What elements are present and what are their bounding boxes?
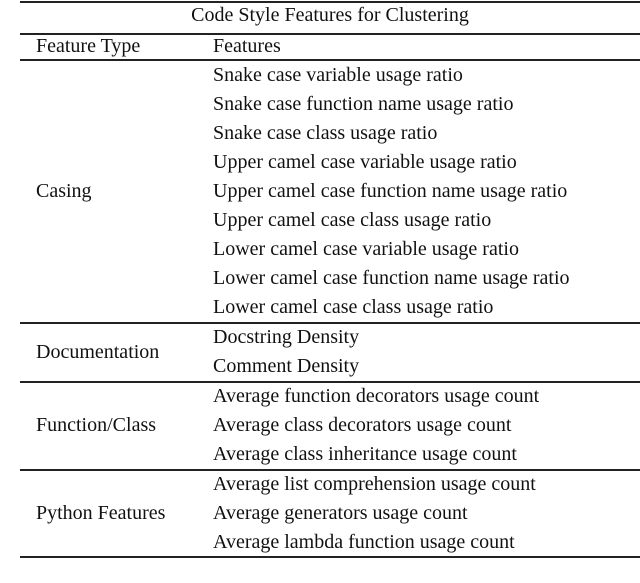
group-label: Casing [36, 180, 92, 202]
feature-cell: Docstring Density [213, 326, 360, 348]
group-rule [20, 322, 640, 324]
feature-cell: Average class decorators usage count [213, 414, 512, 436]
feature-cell: Lower camel case class usage ratio [213, 296, 494, 318]
feature-cell: Average list comprehension usage count [213, 473, 536, 495]
feature-cell: Snake case class usage ratio [213, 122, 438, 144]
feature-cell: Average function decorators usage count [213, 385, 540, 407]
feature-cell: Snake case function name usage ratio [213, 93, 514, 115]
feature-cell: Lower camel case variable usage ratio [213, 238, 519, 260]
header-feature-type: Feature Type [36, 35, 141, 57]
group-label: Function/Class [36, 414, 157, 436]
feature-cell: Comment Density [213, 355, 360, 377]
bottom-rule [20, 556, 640, 558]
group-rule [20, 469, 640, 471]
header-rule [20, 59, 640, 61]
feature-cell: Snake case variable usage ratio [213, 64, 463, 86]
feature-cell: Average lambda function usage count [213, 531, 515, 553]
feature-cell: Average class inheritance usage count [213, 443, 517, 465]
group-rule [20, 381, 640, 383]
group-label: Python Features [36, 502, 166, 524]
feature-cell: Upper camel case class usage ratio [213, 209, 492, 231]
feature-cell: Upper camel case variable usage ratio [213, 151, 517, 173]
feature-cell: Average generators usage count [213, 502, 468, 524]
group-label: Documentation [36, 341, 160, 363]
feature-cell: Lower camel case function name usage ratio [213, 267, 570, 289]
feature-cell: Upper camel case function name usage ratio [213, 180, 568, 202]
header-features: Features [213, 35, 281, 57]
table-title: Code Style Features for Clustering [191, 4, 469, 26]
